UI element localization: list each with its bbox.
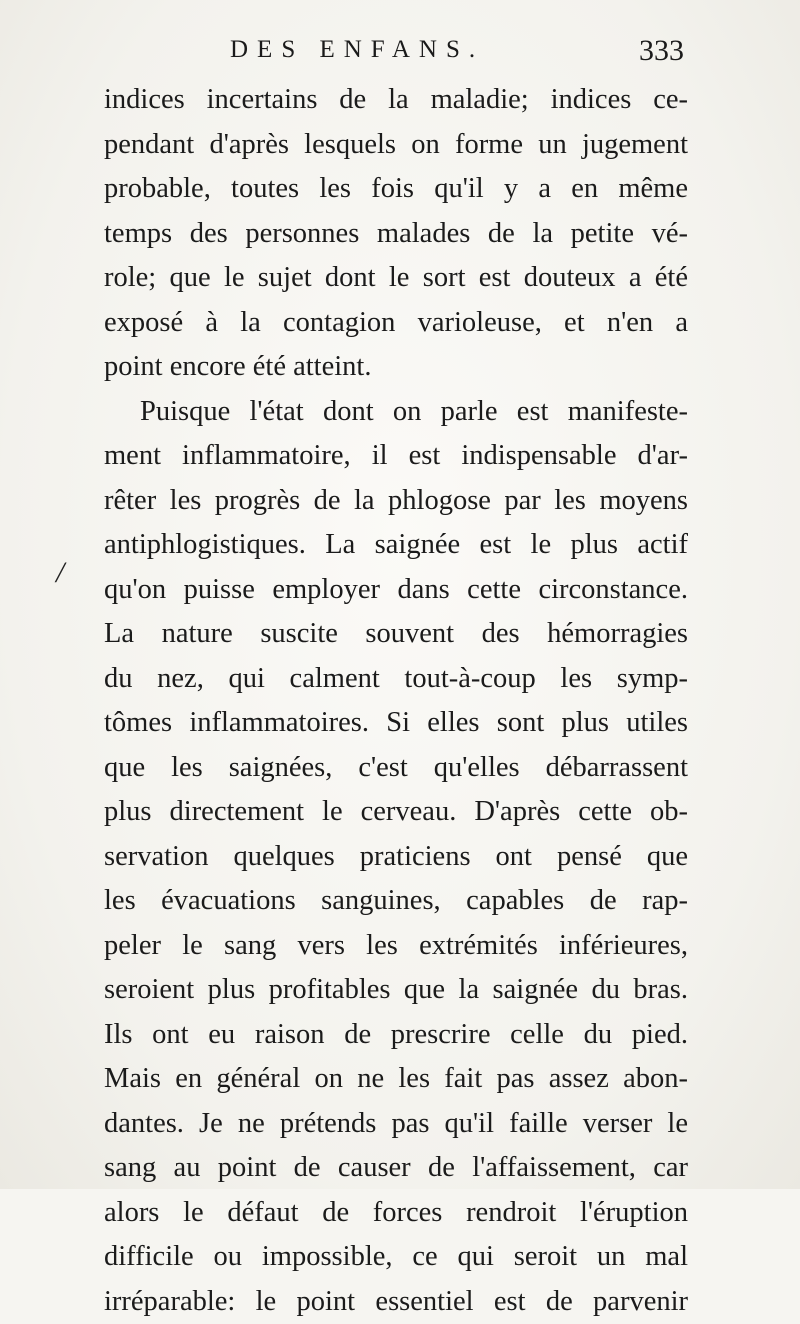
text-line: du nez, qui calment tout-à-coup les symp- — [104, 657, 688, 702]
text-line: servation quelques praticiens ont pensé que — [104, 835, 688, 880]
body-text — [104, 78, 688, 1324]
text-line: peler le sang vers les extrémités inférieures, — [104, 924, 688, 969]
margin-mark: / — [56, 556, 64, 590]
page-number: 333 — [639, 34, 684, 68]
text-line: indices incertains de la maladie; indices ce- — [104, 78, 688, 123]
text-line: que les saignées, c'est qu'elles débarrassent — [104, 746, 688, 791]
text-line: role; que le sujet dont le sort est douteux a été — [104, 256, 688, 301]
text-line: seroient plus profitables que la saignée du bras. — [104, 968, 688, 1013]
text-line: point encore été atteint. — [104, 345, 688, 390]
text-line: probable, toutes les fois qu'il y a en même — [104, 167, 688, 212]
text-line: difficile ou impossible, ce qui seroit un mal — [104, 1235, 688, 1280]
text-line: exposé à la contagion varioleuse, et n'en a — [104, 301, 688, 346]
text-line: tômes inflammatoires. Si elles sont plus utiles — [104, 701, 688, 746]
text-line: irréparable: le point essentiel est de parvenir — [104, 1280, 688, 1324]
text-line: antiphlogistiques. La saignée est le plus actif — [104, 523, 688, 568]
text-line: temps des personnes malades de la petite vé- — [104, 212, 688, 257]
text-line: les évacuations sanguines, capables de rap- — [104, 879, 688, 924]
text-line: rêter les progrès de la phlogose par les moyens — [104, 479, 688, 524]
text-line: pendant d'après lesquels on forme un jugement — [104, 123, 688, 168]
page-header — [100, 28, 690, 78]
text-line: dantes. Je ne prétends pas qu'il faille verser le — [104, 1102, 688, 1147]
text-line: Ils ont eu raison de prescrire celle du pied. — [104, 1013, 688, 1058]
text-line: alors le défaut de forces rendroit l'éruption — [104, 1191, 688, 1236]
text-line: La nature suscite souvent des hémorragies — [104, 612, 688, 657]
text-line: plus directement le cerveau. D'après cette ob- — [104, 790, 688, 835]
text-line: Mais en général on ne les fait pas assez abon- — [104, 1057, 688, 1102]
text-line: ment inflammatoire, il est indispensable d'ar- — [104, 434, 688, 479]
text-line: qu'on puisse employer dans cette circonstance. — [104, 568, 688, 613]
paragraph-start-line: Puisque l'état dont on parle est manifeste- — [104, 390, 688, 435]
running-head: DES ENFANS. — [230, 36, 484, 64]
text-line: sang au point de causer de l'affaissement, car — [104, 1146, 688, 1191]
